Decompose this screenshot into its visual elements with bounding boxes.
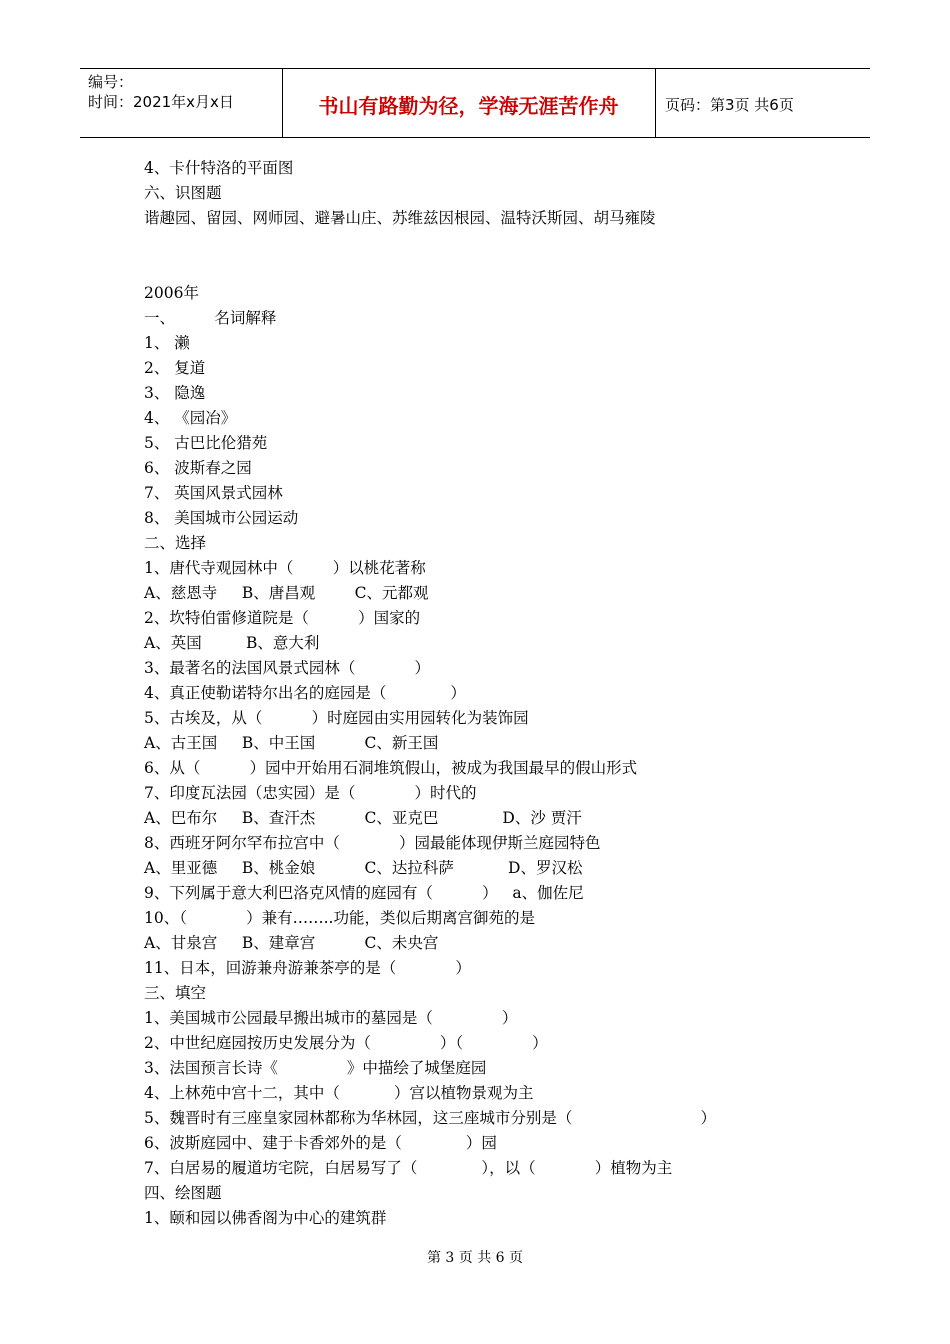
document-time-label: 时间：2021年x月x日 bbox=[88, 93, 234, 111]
text-line: 3、法国预言长诗《 》中描绘了城堡庭园 bbox=[144, 1059, 487, 1077]
text-line: 5、 古巴比伦猎苑 bbox=[144, 434, 268, 452]
text-line: 二、选择 bbox=[144, 534, 207, 552]
text-line: 4、卡什特洛的平面图 bbox=[144, 159, 294, 177]
text-line: A、英国 B、意大利 bbox=[144, 634, 320, 652]
text-line: 8、西班牙阿尔罕布拉宫中（ ）园最能体现伊斯兰庭园特色 bbox=[144, 834, 601, 852]
text-line: 1、颐和园以佛香阁为中心的建筑群 bbox=[144, 1209, 387, 1227]
text-line: 10、（ ）兼有……..功能，类似后期离宫御苑的是 bbox=[144, 909, 535, 927]
text-line: 2006年 bbox=[144, 284, 199, 302]
text-line: 6、波斯庭园中、建于卡香郊外的是（ ）园 bbox=[144, 1134, 497, 1152]
text-line: 3、 隐逸 bbox=[144, 384, 206, 402]
text-line: A、古王国 B、中王国 C、新王国 bbox=[144, 734, 439, 752]
header-motto: 书山有路勤为径，学海无涯苦作舟 bbox=[318, 94, 619, 118]
text-line: 六、识图题 bbox=[144, 184, 222, 202]
text-line: 6、从（ ）园中开始用石洞堆筑假山，被成为我国最早的假山形式 bbox=[144, 759, 638, 777]
text-line: 3、最著名的法国风景式园林（ ） bbox=[144, 659, 430, 677]
text-line: 1、唐代寺观园林中（ ）以桃花著称 bbox=[144, 559, 426, 577]
text-line: 5、古埃及，从（ ）时庭园由实用园转化为装饰园 bbox=[144, 709, 529, 727]
text-line: 8、 美国城市公园运动 bbox=[144, 509, 299, 527]
text-line: 2、 复道 bbox=[144, 359, 206, 377]
text-line: 一、 名词解释 bbox=[144, 309, 277, 327]
text-line: 谐趣园、留园、网师园、避暑山庄、苏维兹因根园、温特沃斯园、胡马雍陵 bbox=[144, 209, 656, 227]
text-line: 4、真正使勒诺特尔出名的庭园是（ ） bbox=[144, 684, 466, 702]
text-line: 6、 波斯春之园 bbox=[144, 459, 252, 477]
header-page-number: 页码：第3页 共6页 bbox=[665, 96, 794, 114]
text-line: A、巴布尔 B、查汗杰 C、亚克巴 D、沙 贾汗 bbox=[144, 809, 582, 827]
text-line: 9、下列属于意大利巴洛克风情的庭园有（ ） a、伽佐尼 bbox=[144, 884, 584, 902]
text-line: A、里亚德 B、桃金娘 C、达拉科萨 D、罗汉松 bbox=[144, 859, 583, 877]
text-line: 5、魏晋时有三座皇家园林都称为华林园，这三座城市分别是（ ） bbox=[144, 1109, 716, 1127]
text-line: 三、填空 bbox=[144, 984, 207, 1002]
page-header bbox=[80, 68, 870, 138]
header-page-cell bbox=[655, 69, 870, 137]
text-line: 1、美国城市公园最早搬出城市的墓园是（ ） bbox=[144, 1009, 518, 1027]
text-line: 1、 濑 bbox=[144, 334, 190, 352]
header-motto-cell bbox=[282, 69, 656, 137]
text-line: 7、白居易的履道坊宅院，白居易写了（ ），以（ ）植物为主 bbox=[144, 1159, 673, 1177]
text-line: 7、印度瓦法园（忠实园）是（ ）时代的 bbox=[144, 784, 477, 802]
text-line: 2、坎特伯雷修道院是（ ）国家的 bbox=[144, 609, 421, 627]
text-line: A、慈恩寺 B、唐昌观 C、元都观 bbox=[144, 584, 429, 602]
text-line: 2、中世纪庭园按历史发展分为（ ）（ ） bbox=[144, 1034, 548, 1052]
text-line: A、甘泉宫 B、建章宫 C、未央宫 bbox=[144, 934, 439, 952]
text-line: 7、 英国风景式园林 bbox=[144, 484, 283, 502]
text-line: 四、绘图题 bbox=[144, 1184, 222, 1202]
text-line: 4、 《园冶》 bbox=[144, 409, 237, 427]
header-info-cell bbox=[80, 69, 283, 137]
document-code-label: 编号： bbox=[88, 73, 134, 91]
text-line: 11、日本，回游兼舟游兼茶亭的是（ ） bbox=[144, 959, 471, 977]
page-footer: 第 3 页 共 6 页 bbox=[426, 1250, 524, 1266]
text-line: 4、上林苑中宫十二，其中（ ）宫以植物景观为主 bbox=[144, 1084, 534, 1102]
